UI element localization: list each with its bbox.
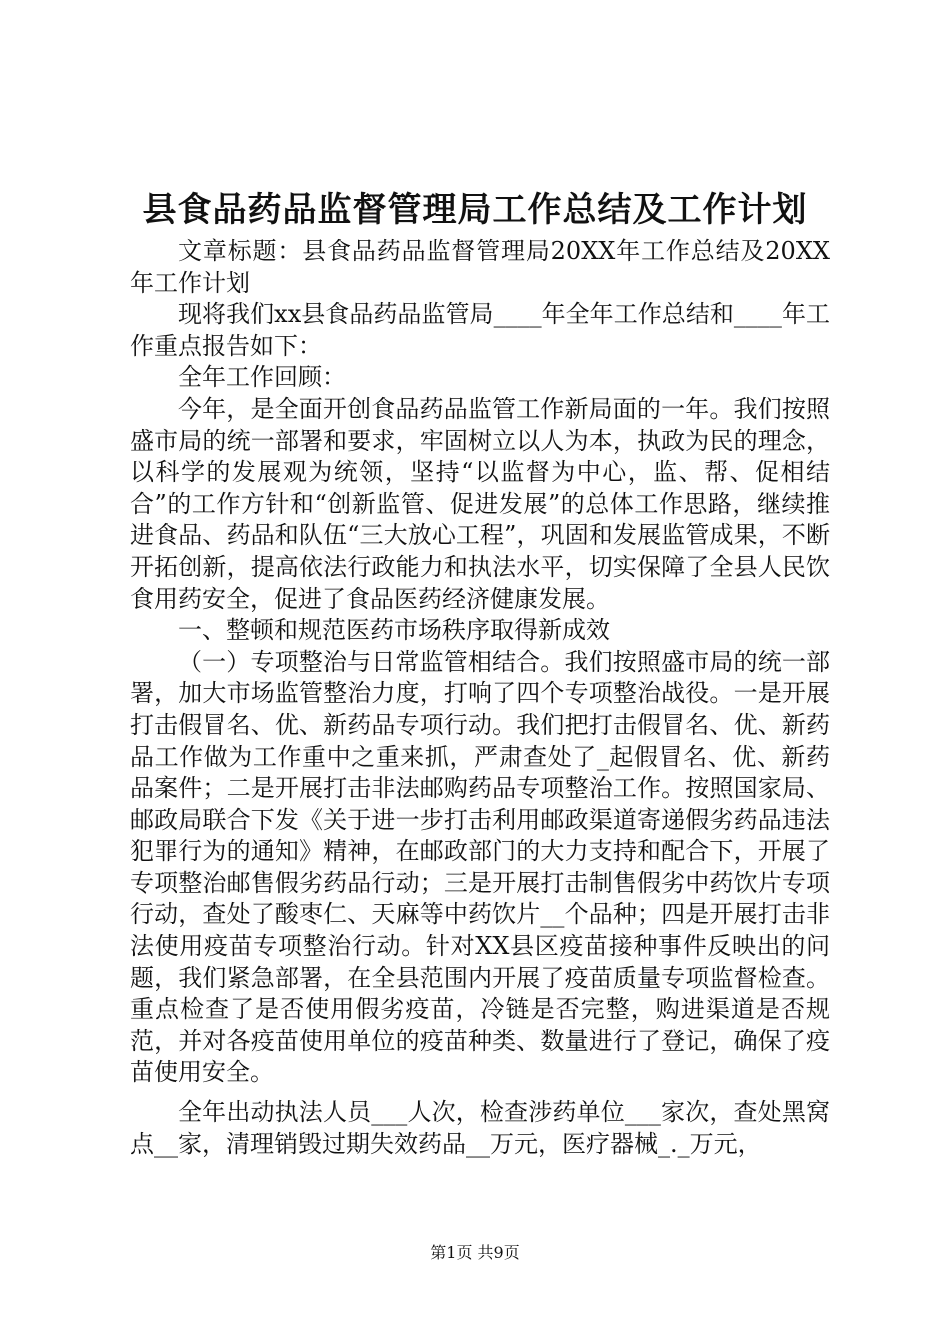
page-footer: 第1页 共9页 <box>430 1243 520 1262</box>
paragraph-overview: 今年，是全面开创食品药品监管工作新局面的一年。我们按照盛市局的统一部署和要求，牢固树立以人为本，执政为民的理念，以科学的发展观为统领，坚持“以监督为中心，监、帮、促相结合”的工作方针和“创新监管、促进发展”的总体工作思路，继续推进食品、药品和队伍“三大放心工程”，巩固和发展监管成果，不断开拓创新，提高依法行政能力和执法水平，切实保障了全县人民饮食用药安全，促进了食品医药经济健康发展。 <box>130 394 830 613</box>
paragraph-intro: 现将我们xx县食品药品监管局____年全年工作总结和____年工作重点报告如下： <box>130 300 830 360</box>
section-heading-1: 一、整顿和规范医药市场秩序取得新成效 <box>178 616 610 645</box>
paragraph-review-heading: 全年工作回顾： <box>178 363 346 392</box>
document-body <box>130 236 830 1160</box>
paragraph-enforcement-stats: 全年出动执法人员___人次，检查涉药单位___家次，查处黑窝点__家，清理销毁过期失效药品__万元，医疗器械_._万元， <box>130 1098 830 1158</box>
paragraph-special-rectification: （一）专项整治与日常监管相结合。我们按照盛市局的统一部署，加大市场监管整治力度，打响了四个专项整治战役。一是开展打击假冒名、优、新药品专项行动。我们把打击假冒名、优、新药品工作做为工作重中之重来抓，严肃查处了_起假冒名、优、新药品案件；二是开展打击非法邮购药品专项整治工作。按照国家局、邮政局联合下发《关于进一步打击利用邮政渠道寄递假劣药品违法犯罪行为的通知》精神，在邮政部门的大力支持和配合下，开展了专项整治邮售假劣药品行动；三是开展打击制售假劣中药饮片专项行动，查处了酸枣仁、天麻等中药饮片__个品种；四是开展打击非法使用疫苗专项整治行动。针对XX县区疫苗接种事件反映出的问题，我们紧急部署，在全县范围内开展了疫苗质量专项监督检查。重点检查了是否使用假劣疫苗，冷链是否完整，购进渠道是否规范，并对各疫苗使用单位的疫苗种类、数量进行了登记，确保了疫苗使用安全。 <box>130 647 830 1087</box>
document-title: 县食品药品监督管理局工作总结及工作计划 <box>142 190 808 230</box>
paragraph-article-title: 文章标题：县食品药品监督管理局20XX年工作总结及20XX年工作计划 <box>130 237 830 297</box>
